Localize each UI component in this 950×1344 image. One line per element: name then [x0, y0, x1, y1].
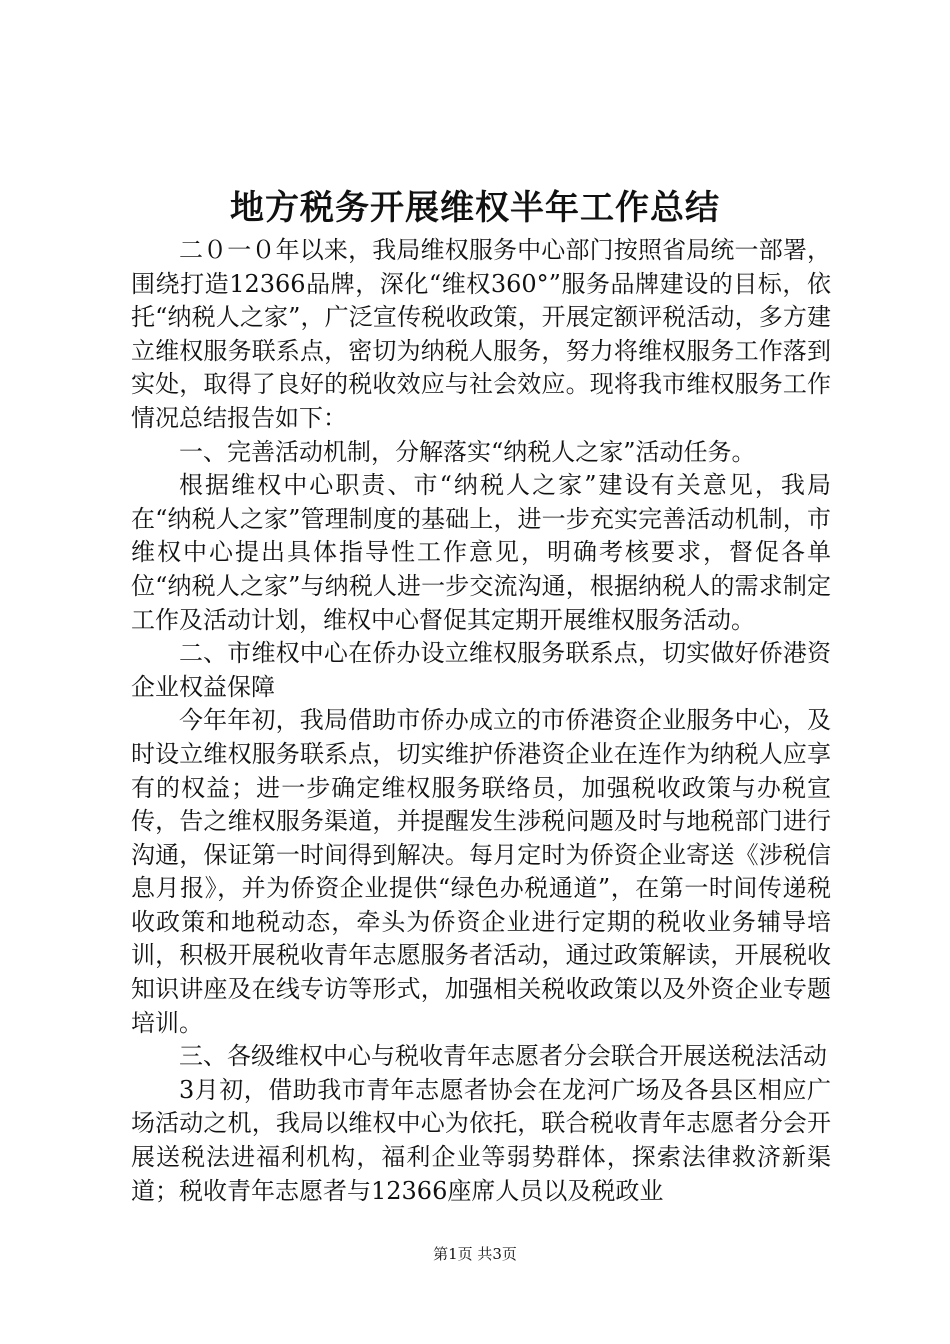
section-heading-2: 二、市维权中心在侨办设立维权服务联系点，切实做好侨港资企业权益保障 — [131, 639, 831, 701]
paragraph-section-3: 3月初，借助我市青年志愿者协会在龙河广场及各县区相应广场活动之机，我局以维权中心为依托，联合税收青年志愿者分会开展送税法进福利机构，福利企业等弱势群体，探索法律救济新渠道；税收青年志愿者与12366座席人员以及税政业 — [131, 1075, 831, 1205]
document-title: 地方税务开展维权半年工作总结 — [230, 188, 720, 228]
paragraph-section-2: 今年年初，我局借助市侨办成立的市侨港资企业服务中心，及时设立维权服务联系点，切实维护侨港资企业在连作为纳税人应享有的权益；进一步确定维权服务联络员，加强税收政策与办税宣传，告之维权服务渠道，并提醒发生涉税问题及时与地税部门进行沟通，保证第一时间得到解决。每月定时为侨资企业寄送《涉税信息月报》，并为侨资企业提供“绿色办税通道”，在第一时间传递税收政策和地税动态，牵头为侨资企业进行定期的税收业务辅导培训，积极开展税收青年志愿服务者活动，通过政策解读，开展税收知识讲座及在线专访等形式，加强相关税收政策以及外资企业专题培训。 — [131, 706, 831, 1037]
document-body — [131, 234, 831, 1208]
section-heading-1: 一、完善活动机制，分解落实“纳税人之家”活动任务。 — [179, 437, 756, 466]
paragraph-section-1: 根据维权中心职责、市“纳税人之家”建设有关意见，我局在“纳税人之家”管理制度的基础上，进一步充实完善活动机制，市维权中心提出具体指导性工作意见，明确考核要求，督促各单位“纳税人之家”与纳税人进一步交流沟通，根据纳税人的需求制定工作及活动计划，维权中心督促其定期开展维权服务活动。 — [131, 471, 831, 634]
section-heading-3: 三、各级维权中心与税收青年志愿者分会联合开展送税法活动 — [179, 1042, 827, 1071]
paragraph-intro: 二０一０年以来，我局维权服务中心部门按照省局统一部署，围绕打造12366品牌，深化“维权360°”服务品牌建设的目标，依托“纳税人之家”，广泛宣传税收政策，开展定额评税活动，多方建立维权服务联系点，密切为纳税人服务，努力将维权服务工作落到实处，取得了良好的税收效应与社会效应。现将我市维权服务工作情况总结报告如下： — [131, 236, 831, 432]
page-number-footer: 第1页 共3页 — [433, 1245, 517, 1263]
